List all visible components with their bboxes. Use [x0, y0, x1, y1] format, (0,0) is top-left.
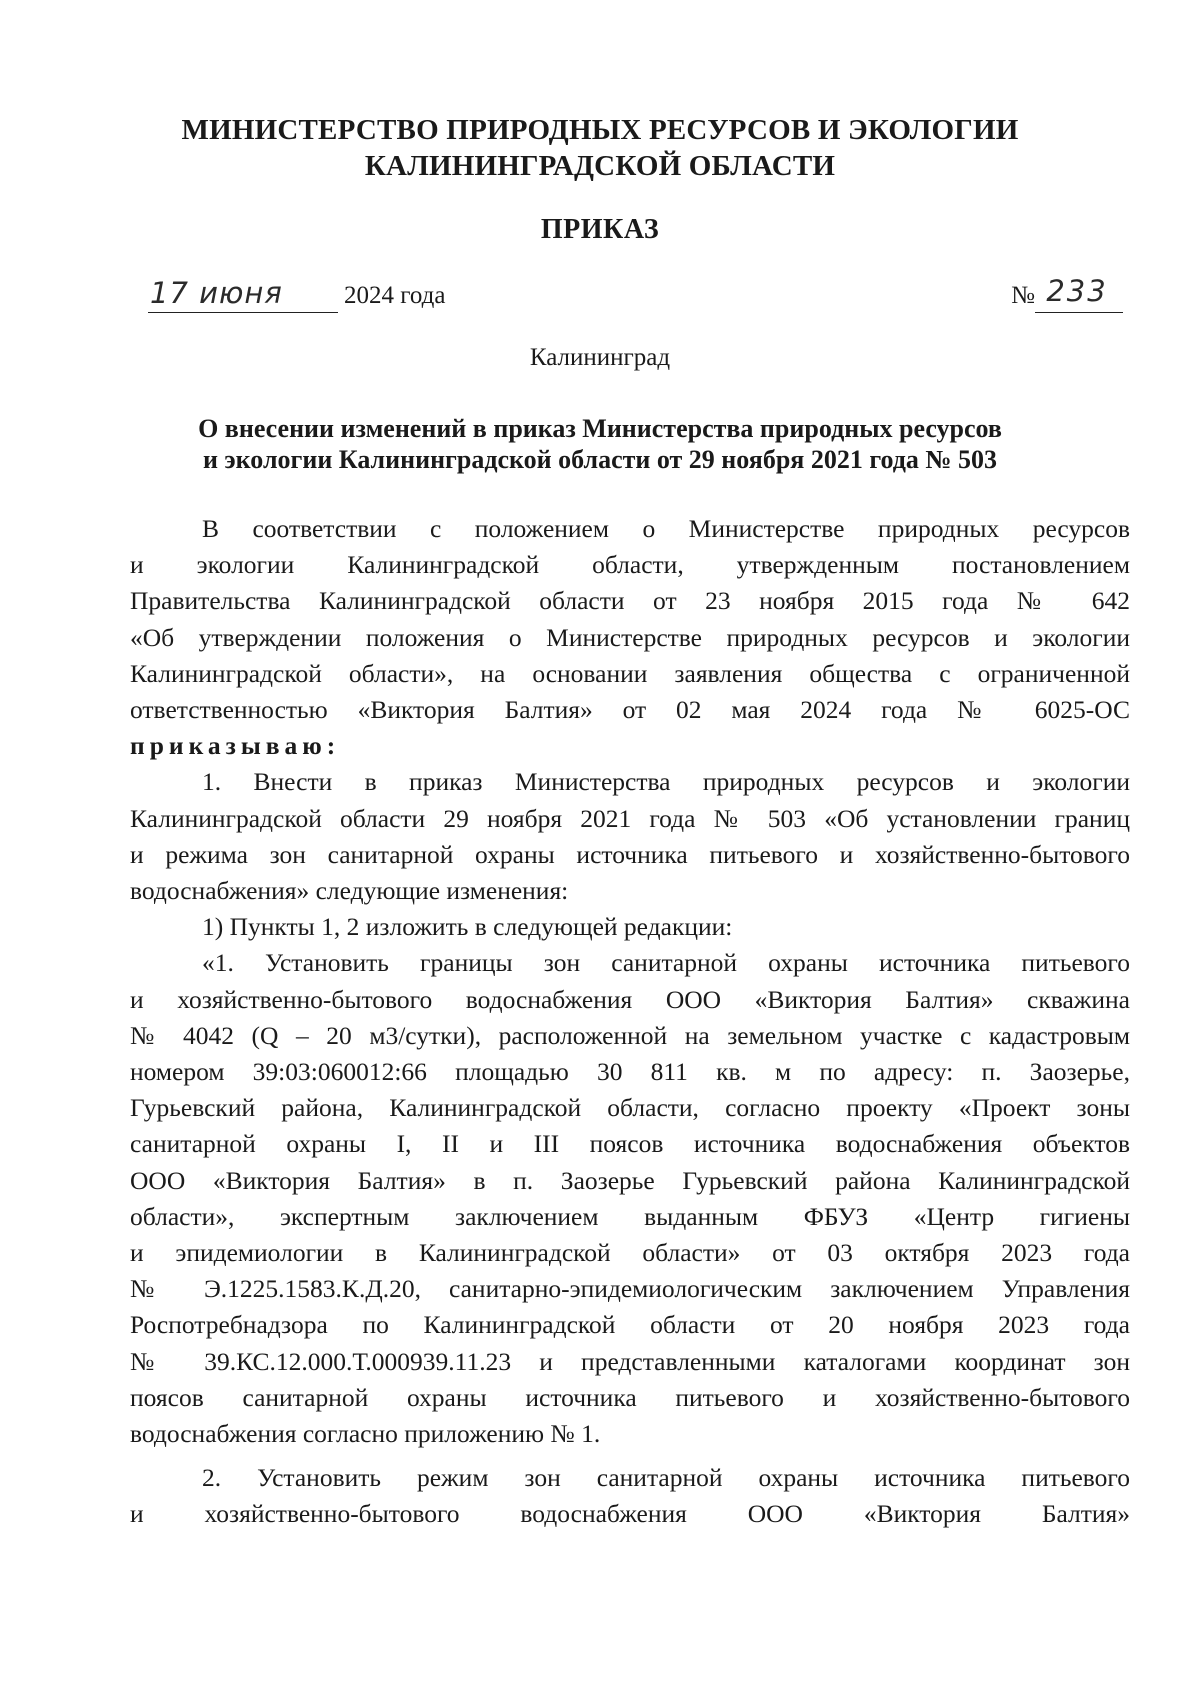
quote-line: и хозяйственно-бытового водоснабжения ООО «Виктория Балтия»: [130, 1499, 1130, 1529]
body-line: В соответствии с положением о Министерстве природных ресурсов: [202, 514, 1130, 543]
quote-line: № 39.КС.12.000.Т.000939.11.23 и представленными каталогами координат зон: [130, 1346, 1130, 1376]
date-year: 2024 года: [344, 282, 446, 309]
quote-line: номером 39:03:060012:66 площадью 30 811 кв. м по адресу: п. Заозерье,: [130, 1057, 1130, 1087]
quote-line: водоснабжения согласно приложению № 1.: [130, 1419, 601, 1449]
ministry-name-line1: МИНИСТЕРСТВО ПРИРОДНЫХ РЕСУРСОВ И ЭКОЛОГИИ: [181, 114, 1019, 146]
quote-line: поясов санитарной охраны источника питьевого и хозяйственно-бытового: [130, 1382, 1130, 1412]
subject-line1: О внесении изменений в приказ Министерства природных ресурсов: [198, 414, 1002, 443]
subject-line2: и экологии Калининградской области от 29 ноября 2021 года № 503: [202, 445, 998, 474]
quote-line: 2. Установить режим зон санитарной охраны источника питьевого: [202, 1463, 1130, 1493]
body-line: водоснабжения» следующие изменения:: [130, 876, 569, 906]
body-line: ответственностью «Виктория Балтия» от 02 мая 2024 года № 6025-ОС: [130, 695, 1130, 725]
body-line: и экологии Калининградской области, утвержденным постановлением: [130, 550, 1130, 580]
number-sign: №: [1011, 282, 1035, 309]
handwritten-date: 17 июня: [150, 276, 283, 310]
quote-line: № Э.1225.1583.К.Д.20, санитарно-эпидемиологическим заключением Управления: [130, 1274, 1130, 1304]
body-line: «Об утверждении положения о Министерстве природных ресурсов и экологии: [130, 622, 1130, 652]
city: Калининград: [529, 344, 671, 371]
order-subject: [0, 413, 1200, 475]
body-line: и режима зон санитарной охраны источника питьевого и хозяйственно-бытового: [130, 839, 1130, 869]
body-line: Калининградской области», на основании заявления общества с ограниченной: [130, 658, 1130, 688]
quote-line: «1. Установить границы зон санитарной охраны источника питьевого: [202, 948, 1130, 978]
order-word-line: [130, 728, 1130, 764]
sub-item-line: 1) Пункты 1, 2 изложить в следующей редакции:: [202, 912, 733, 942]
quote-line: и эпидемиологии в Калининградской области» от 03 октября 2023 года: [130, 1238, 1130, 1268]
ministry-name-line2: КАЛИНИНГРАДСКОЙ ОБЛАСТИ: [364, 150, 836, 182]
handwritten-order-number: 233: [1046, 274, 1108, 308]
quote-line: Роспотребнадзора по Калининградской области от 20 ноября 2023 года: [130, 1310, 1130, 1340]
ministry-header: [0, 112, 1200, 184]
body-line: 1. Внести в приказ Министерства природных ресурсов и экологии: [202, 767, 1130, 797]
date-number-row: [148, 270, 1123, 320]
quote-line: и хозяйственно-бытового водоснабжения ООО «Виктория Балтия» скважина: [130, 984, 1130, 1014]
quote-line: санитарной охраны I, II и III поясов источника водоснабжения объектов: [130, 1129, 1130, 1159]
body-line: Правительства Калининградской области от 23 ноября 2015 года № 642: [130, 586, 1130, 616]
quote-line: Гурьевский района, Калининградской области, согласно проекту «Проект зоны: [130, 1093, 1130, 1123]
body-line: Калининградской области 29 ноября 2021 года № 503 «Об установлении границ: [130, 803, 1130, 833]
number-underline: [1035, 312, 1123, 313]
date-underline: [148, 312, 338, 313]
order-body: [130, 511, 1130, 1533]
order-word: приказываю:: [130, 731, 341, 761]
quote-line: области», экспертным заключением выданным ФБУЗ «Центр гигиены: [130, 1201, 1130, 1231]
quote-line: ООО «Виктория Балтия» в п. Заозерье Гурьевский района Калининградской: [130, 1165, 1130, 1195]
quote-line: № 4042 (Q – 20 м3/сутки), расположенной на земельном участке с кадастровым: [130, 1020, 1130, 1050]
order-title: ПРИКАЗ: [540, 214, 660, 245]
